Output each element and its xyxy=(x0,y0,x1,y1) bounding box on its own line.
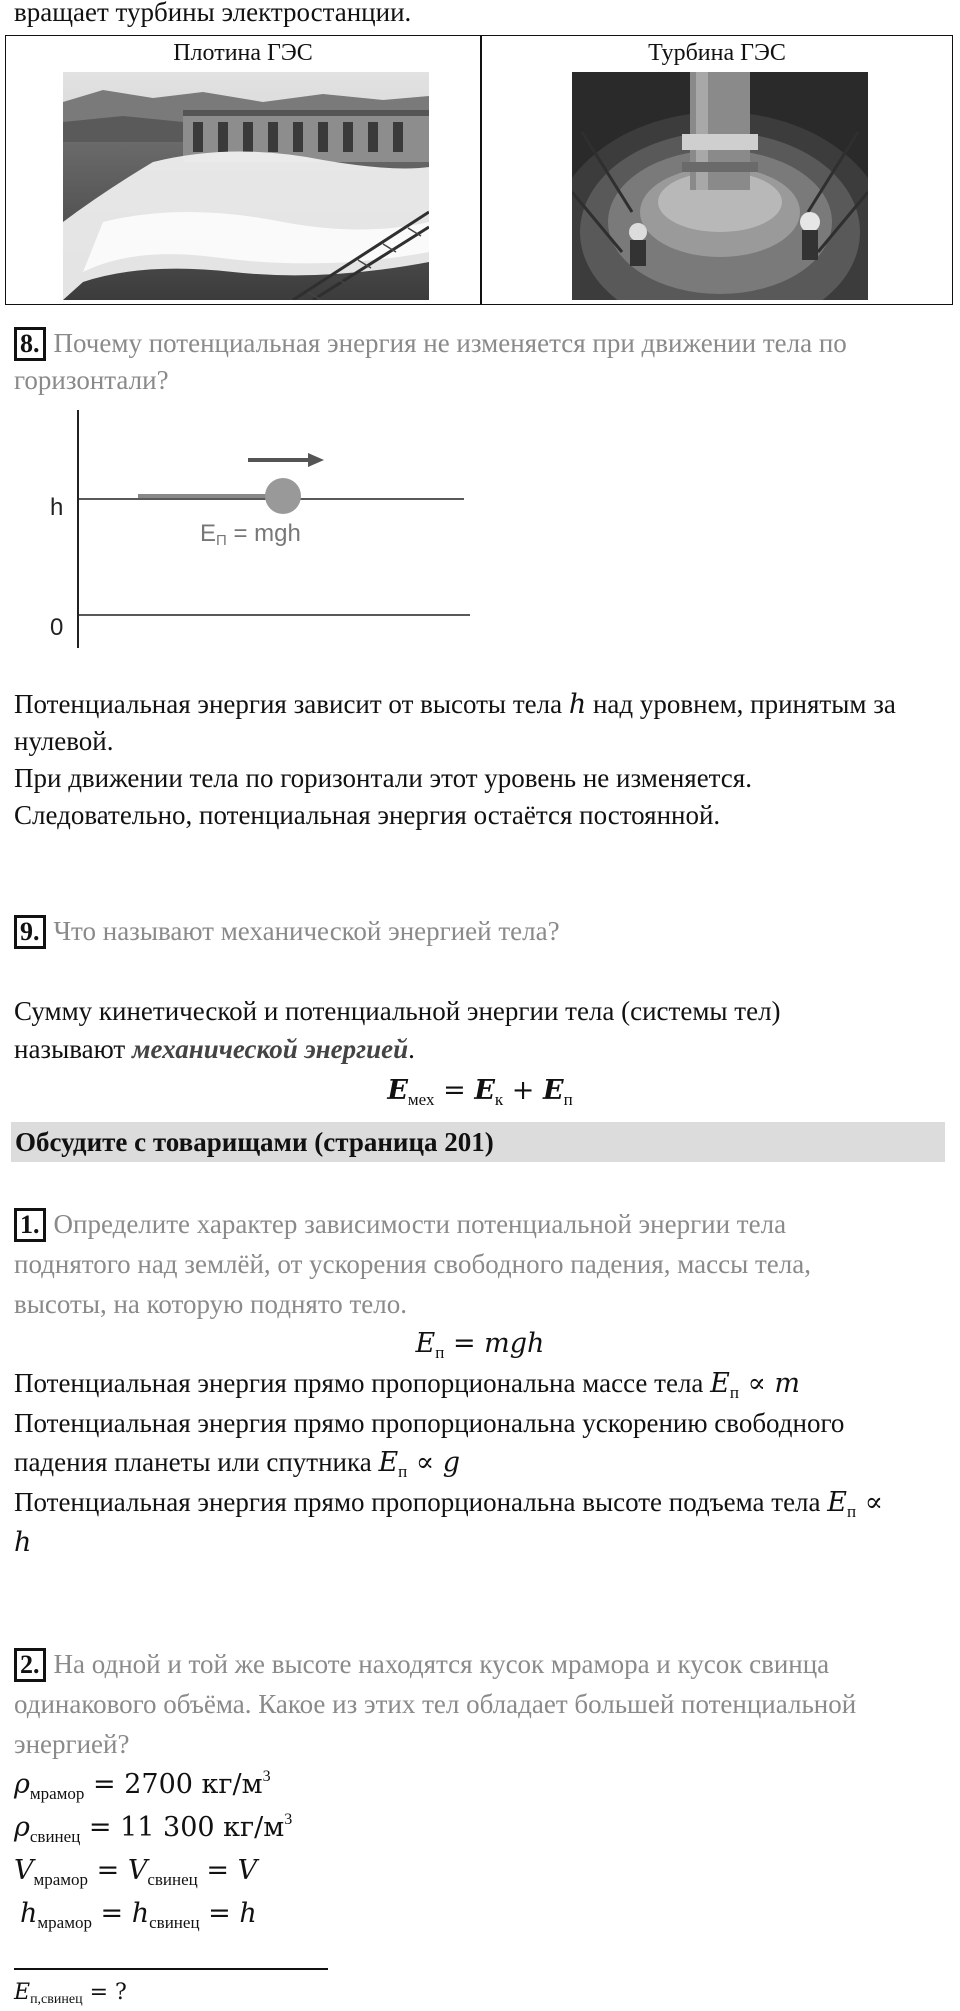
question-8-text-1: Почему потенциальная энергия не изменяется при движении тела по xyxy=(53,328,847,358)
question-9-text: Что называют механической энергией тела? xyxy=(53,916,560,946)
discussion-1-answer-3-E: E xyxy=(378,1447,399,1478)
discussion-1-number: 1. xyxy=(14,1208,46,1242)
answer-9-line-2-b: . xyxy=(408,1034,415,1064)
discussion-2-text-1: На одной и той же высоте находятся кусок мрамора и кусок свинца xyxy=(53,1649,830,1679)
rho-lead-sub: свинец xyxy=(29,1827,81,1846)
question-8-line-1 xyxy=(14,325,847,363)
volume-equality xyxy=(14,1852,257,1889)
discussion-1-answer-2: Потенциальная энергия прямо пропорциональна ускорению свободного xyxy=(14,1408,845,1438)
discussion-1-answer-3-text: падения планеты или спутника xyxy=(14,1447,379,1477)
table-divider xyxy=(480,36,482,304)
formula-plus: + xyxy=(503,1075,543,1106)
answer-8-line-1 xyxy=(14,686,896,723)
energy-formula-sub: П xyxy=(216,532,227,549)
answer-9-line-2-a: называют xyxy=(14,1034,132,1064)
energy-formula-label xyxy=(200,520,301,549)
formula-sub-pot: п xyxy=(563,1090,573,1109)
section-header-title: Обсудите с товарищами (страница 201) xyxy=(15,1127,494,1157)
discussion-2-line-1 xyxy=(14,1646,829,1684)
density-lead xyxy=(14,1809,292,1846)
pe-formula-rest: = mgh xyxy=(444,1328,545,1359)
formula-E-mech: E xyxy=(387,1075,408,1106)
formula-sub-mech: мех xyxy=(407,1090,435,1109)
potential-energy-formula xyxy=(0,1325,960,1362)
discussion-1-answer-1-text: Потенциальная энергия прямо пропорциональна массе тела xyxy=(14,1368,711,1398)
V-eq: = xyxy=(88,1855,128,1886)
discussion-1-answer-4-sub: п xyxy=(847,1502,857,1521)
rho-lead-value: = 11 300 кг/м xyxy=(80,1812,285,1843)
discussion-1-answer-3-sub: п xyxy=(398,1462,408,1481)
dam-caption: Плотина ГЭС xyxy=(173,40,313,66)
discussion-1-answer-5: h xyxy=(14,1527,32,1558)
discussion-1-answer-1-E: E xyxy=(710,1368,730,1399)
discussion-1-answer-4-text: Потенциальная энергия прямо пропорциональна высоте подъема тела xyxy=(14,1487,828,1517)
discussion-1-line-3: высоты, на которую поднято тело. xyxy=(14,1289,408,1319)
h-lead-sub: свинец xyxy=(149,1913,200,1932)
answer-8-line-3: При движении тела по горизонтали этот уровень не изменяется. xyxy=(14,763,752,793)
turbine-photo xyxy=(572,72,868,300)
rho-marble-sub: мрамор xyxy=(29,1784,85,1803)
h-marble-sub: мрамор xyxy=(37,1913,92,1932)
turbine-photo-svg xyxy=(572,72,868,300)
height-equality xyxy=(20,1895,257,1932)
answer-9-line-2 xyxy=(14,1031,415,1068)
mechanical-energy-formula xyxy=(0,1072,960,1109)
rho-lead-cube: 3 xyxy=(284,1811,293,1828)
formula-sub-kin: к xyxy=(494,1090,504,1109)
turbine-caption: Турбина ГЭС xyxy=(648,40,786,66)
V-marble-sub: мрамор xyxy=(33,1870,89,1889)
h-marble: h xyxy=(20,1898,38,1929)
answer-8-line-1-a: Потенциальная энергия зависит от высоты тела xyxy=(14,689,569,719)
h-eq: = xyxy=(91,1898,132,1929)
formula-equals: = xyxy=(434,1075,475,1106)
V-rest: = V xyxy=(197,1855,258,1886)
rho-marble-cube: 3 xyxy=(262,1768,271,1785)
h-lead: h xyxy=(131,1898,150,1929)
photo-table xyxy=(5,35,953,305)
answer-8-line-4: Следовательно, потенциальная энергия остаётся постоянной. xyxy=(14,800,721,830)
discussion-1-answer-1-sub: п xyxy=(729,1383,739,1402)
V-lead-sub: свинец xyxy=(147,1870,198,1889)
h-axis-label: h xyxy=(50,494,64,521)
density-marble xyxy=(14,1766,271,1803)
question-8-number: 8. xyxy=(14,327,46,361)
energy-formula-rest: = mgh xyxy=(226,520,301,547)
discussion-1-answer-3 xyxy=(14,1444,460,1481)
footnote-sub: п,свинец xyxy=(30,1992,83,2007)
mechanical-energy-term: механической энергией xyxy=(131,1034,409,1064)
V-marble: V xyxy=(14,1855,34,1886)
answer-9-line-1: Сумму кинетической и потенциальной энергии тела (системы тел) xyxy=(14,996,781,1026)
footnote-E: E xyxy=(14,1980,31,2005)
pe-formula-sub: п xyxy=(435,1343,445,1362)
discussion-1-text-1: Определите характер зависимости потенциальной энергии тела xyxy=(53,1209,787,1239)
discussion-2-line-2: одинакового объёма. Какое из этих тел обладает большей потенциальной xyxy=(14,1689,857,1719)
question-8-line-2: горизонтали? xyxy=(14,365,169,395)
footnote-rule xyxy=(14,1968,328,1970)
answer-8-line-1-b: над уровнем, принятым за xyxy=(586,689,896,719)
footnote-rest: = ? xyxy=(82,1980,127,2005)
discussion-1-answer-1-prop: ∝ m xyxy=(738,1368,801,1399)
discussion-1-answer-3-prop: ∝ g xyxy=(407,1447,461,1478)
h-rest: = h xyxy=(199,1898,257,1929)
discussion-2-line-3: энергией? xyxy=(14,1729,130,1759)
dam-photo-svg xyxy=(63,72,429,300)
pe-formula-E: E xyxy=(415,1328,436,1359)
height-diagram xyxy=(40,408,480,648)
discussion-1-answer-4-prop: ∝ xyxy=(856,1487,883,1518)
discussion-1-line-1 xyxy=(14,1206,786,1244)
rho-lead: ρ xyxy=(14,1812,30,1843)
dam-photo xyxy=(63,72,429,300)
footnote-unknown xyxy=(14,1977,127,2008)
rho-marble-value: = 2700 кг/м xyxy=(84,1769,263,1800)
answer-8-line-2: нулевой. xyxy=(14,726,114,756)
discussion-1-answer-4 xyxy=(14,1484,883,1521)
rho-marble: ρ xyxy=(14,1769,30,1800)
top-text-line: вращает турбины электростанции. xyxy=(14,0,412,27)
discussion-1-line-2: поднятого над землёй, от ускорения свободного падения, массы тела, xyxy=(14,1249,811,1279)
energy-formula-E: E xyxy=(200,520,217,547)
zero-axis-label: 0 xyxy=(50,614,64,641)
discussion-2-number: 2. xyxy=(14,1648,46,1682)
discussion-1-answer-4-E: E xyxy=(827,1487,847,1518)
V-lead: V xyxy=(127,1855,148,1886)
answer-8-h-var: h xyxy=(568,689,587,720)
formula-E-pot: E xyxy=(542,1075,564,1106)
section-header-bar xyxy=(11,1122,945,1162)
formula-E-kin: E xyxy=(474,1075,495,1106)
discussion-1-answer-1 xyxy=(14,1365,800,1402)
question-9-number: 9. xyxy=(14,915,46,949)
question-9-line xyxy=(14,913,560,951)
